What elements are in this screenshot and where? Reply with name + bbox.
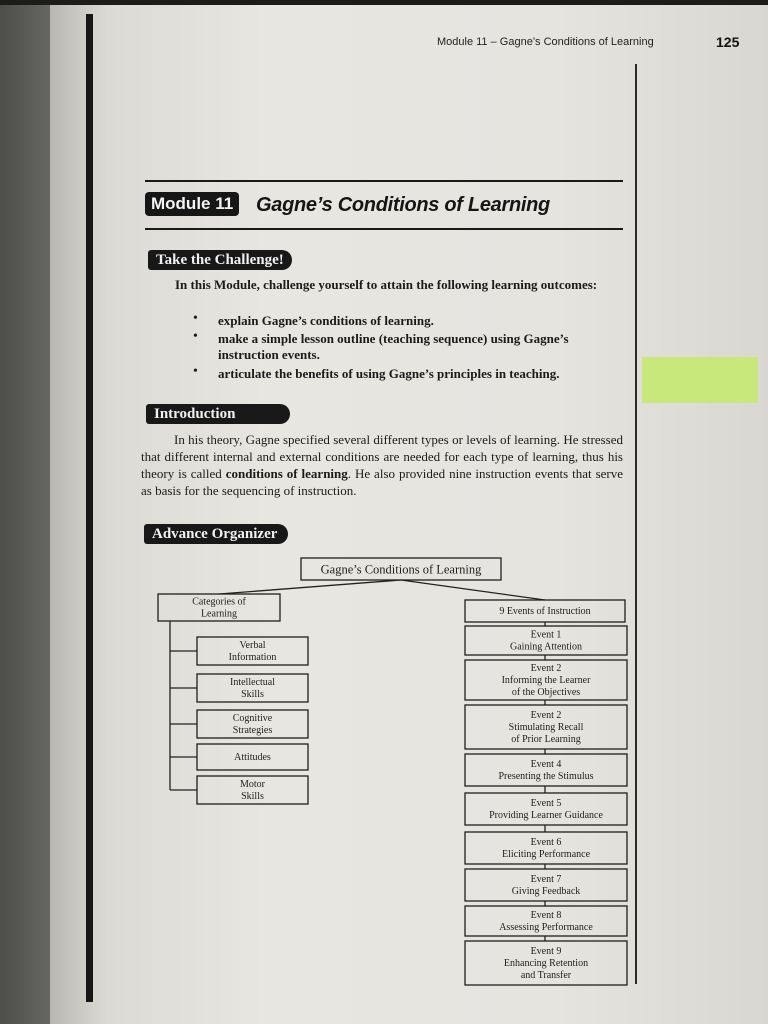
- event-box-text: Eliciting Performance: [501, 849, 591, 860]
- outcome-1: explain Gagne’s conditions of learning.: [218, 313, 434, 328]
- module-title: Gagne’s Conditions of Learning: [256, 194, 550, 216]
- category-box-text: Verbal: [239, 640, 266, 651]
- organizer-heading: Advance Organizer: [144, 524, 288, 544]
- event-box-text: of the Objectives: [511, 687, 581, 698]
- event-box-text: Event 9: [530, 946, 562, 957]
- challenge-heading: Take the Challenge!: [148, 250, 292, 270]
- connector-root-right: [401, 580, 545, 600]
- event-box-text: Event 4: [530, 759, 562, 770]
- event-box-text: Event 2: [530, 710, 562, 721]
- root-box-text: Gagne’s Conditions of Learning: [320, 562, 482, 577]
- event-box-text: Providing Learner Guidance: [489, 810, 603, 821]
- category-box-text: Information: [228, 652, 277, 663]
- category-box-text: Attitudes: [234, 752, 271, 763]
- category-box-text: Motor: [240, 779, 265, 790]
- category-box-text: Skills: [241, 689, 264, 700]
- event-box-text: Gaining Attention: [510, 641, 582, 653]
- category-box-text: Cognitive: [232, 713, 273, 724]
- event-box-text: Event 7: [530, 874, 562, 885]
- category-box-text: Strategies: [232, 725, 273, 736]
- outcome-3: articulate the benefits of using Gagne’s principles in teaching.: [218, 366, 560, 381]
- page-number: 125: [716, 34, 740, 50]
- challenge-intro: In this Module, challenge yourself to attain the following learning outcomes:: [175, 277, 598, 292]
- bullet-dot: •: [193, 364, 198, 379]
- outcome-2: make a simple lesson outline (teaching sequence) using Gagne’s instruction events.: [218, 331, 569, 362]
- categories-header-box-text: Categories of: [192, 596, 246, 608]
- event-box-text: Enhancing Retention: [503, 958, 589, 969]
- introduction-paragraph: In his theory, Gagne specified several different types or levels of learning. He stressed that different internal and external conditions are needed for each type of learning, thus his theory is called conditions of learning. He also provided nine instruction events that serve as basis for the sequencing of instruction.: [141, 432, 623, 498]
- event-box-text: Event 5: [530, 798, 562, 809]
- introduction-heading: Introduction: [146, 404, 290, 424]
- event-box-text: Event 1: [530, 629, 562, 641]
- category-box-text: Intellectual: [230, 677, 275, 688]
- event-box-text: Giving Feedback: [511, 886, 581, 897]
- event-box-text: and Transfer: [520, 970, 572, 981]
- category-box-text: Skills: [241, 791, 264, 802]
- event-box-text: of Prior Learning: [511, 734, 581, 745]
- event-box-text: Event 2: [530, 663, 562, 674]
- event-box-text: Stimulating Recall: [508, 722, 584, 733]
- event-box-text: Informing the Learner: [501, 675, 591, 686]
- connector-root-left: [219, 580, 401, 594]
- event-box-text: Assessing Performance: [499, 922, 593, 933]
- bullet-dot: •: [193, 311, 198, 326]
- event-box-text: Event 8: [530, 910, 562, 921]
- categories-header-box-text: Learning: [200, 608, 238, 620]
- events-header-box-text: 9 Events of Instruction: [499, 606, 591, 617]
- event-box-text: Event 6: [530, 837, 562, 848]
- event-box-text: Presenting the Stimulus: [498, 771, 594, 782]
- bullet-dot: •: [193, 329, 198, 344]
- running-head: Module 11 – Gagne’s Conditions of Learning: [437, 36, 654, 48]
- module-badge: Module 11: [145, 192, 239, 216]
